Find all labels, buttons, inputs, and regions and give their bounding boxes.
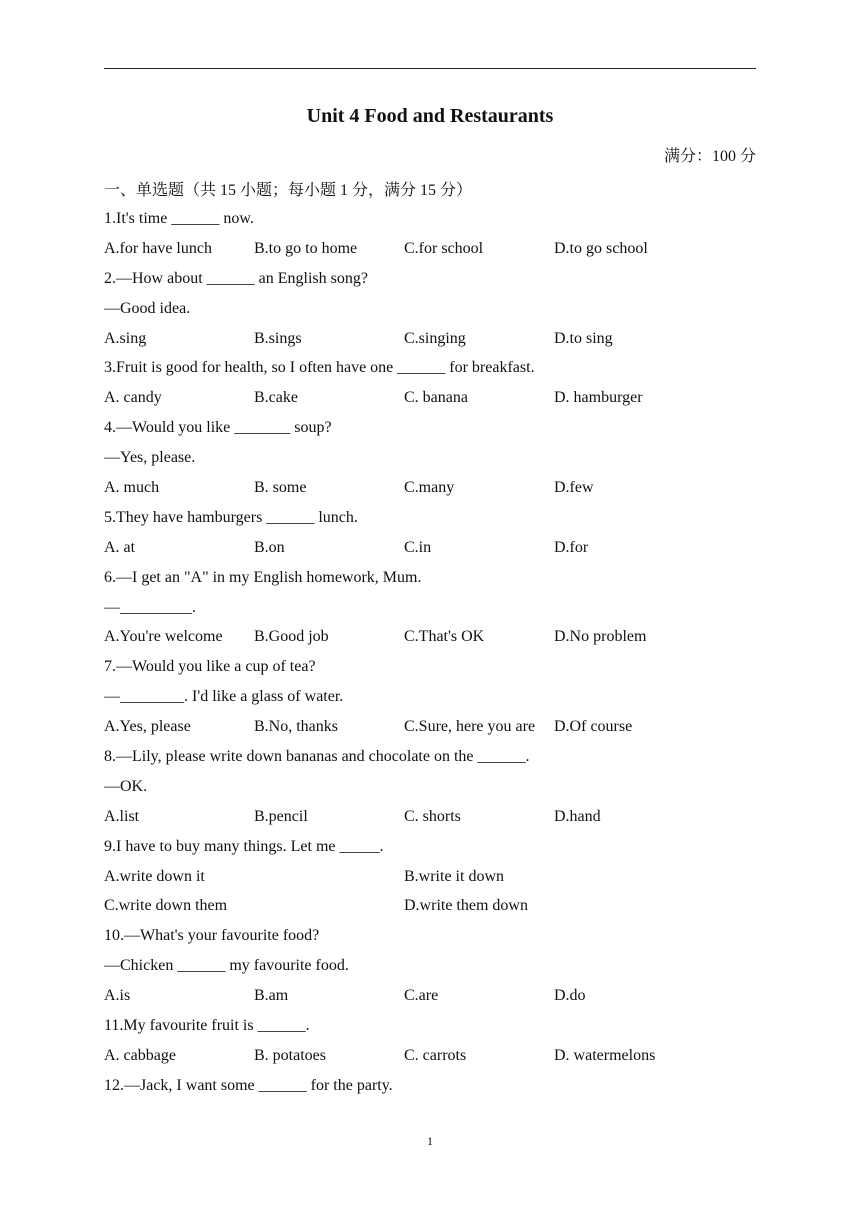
question-stem: 12.—Jack, I want some ______ for the party. (104, 1076, 393, 1094)
option-b: B.Good job (254, 628, 329, 646)
option-a: A.You're welcome (104, 628, 223, 646)
total-score: 满分：100 分 (663, 148, 756, 165)
question-stem: 9.I have to buy many things. Let me _____. (104, 837, 384, 855)
question-list (104, 204, 764, 1101)
option-a: A. cabbage (104, 1046, 176, 1064)
dialogue-reply: —Yes, please. (104, 449, 196, 467)
option-b: B.on (254, 538, 285, 556)
option-d: D.No problem (554, 628, 647, 646)
question-stem: 11.My favourite fruit is ______. (104, 1017, 310, 1035)
option-row (104, 802, 764, 832)
option-a: A. candy (104, 389, 162, 407)
option-a: A.write down it (104, 867, 205, 885)
option-a: A. much (104, 479, 160, 497)
option-c: C. carrots (404, 1046, 467, 1064)
option-row (104, 473, 764, 503)
option-row (104, 891, 764, 921)
option-row (104, 622, 764, 652)
option-row (104, 234, 764, 264)
section-heading: 一、单选题（共 15 小题；每小题 1 分，满分 15 分） (104, 182, 473, 199)
option-row (104, 324, 764, 354)
dialogue-reply: —________. I'd like a glass of water. (104, 688, 344, 706)
option-c: C.That's OK (404, 628, 485, 646)
option-a: A.sing (104, 329, 147, 347)
option-a: A.is (104, 987, 131, 1005)
option-c: C. shorts (404, 807, 461, 825)
option-row (104, 533, 764, 563)
page-title: Unit 4 Food and Restaurants (306, 105, 554, 127)
option-row (104, 1041, 764, 1071)
option-c: C. banana (404, 389, 468, 407)
option-a: A.Yes, please (104, 718, 191, 736)
question-stem: 5.They have hamburgers ______ lunch. (104, 508, 358, 526)
option-c: C.singing (404, 329, 466, 347)
option-row (104, 981, 764, 1011)
option-a: A.for have lunch (104, 239, 212, 257)
dialogue-reply: —_________. (104, 598, 196, 616)
dialogue-reply: —OK. (104, 777, 148, 795)
option-d: D. hamburger (554, 389, 643, 407)
option-c: C.for school (404, 239, 484, 257)
option-b: B. potatoes (254, 1046, 326, 1064)
option-b: B.sings (254, 329, 302, 347)
option-d: D.few (554, 479, 594, 497)
question-stem: 7.—Would you like a cup of tea? (104, 658, 316, 676)
option-b: B.write it down (404, 867, 504, 885)
option-row (104, 712, 764, 742)
option-c: C.in (404, 538, 432, 556)
option-b: B.to go to home (254, 239, 358, 257)
option-d: D.write them down (404, 897, 528, 915)
page-number: 1 (427, 1134, 433, 1148)
option-b: B. some (254, 479, 307, 497)
question-stem: 2.—How about ______ an English song? (104, 269, 368, 287)
option-a: A.list (104, 807, 140, 825)
option-c: C.Sure, here you are (404, 718, 536, 736)
question-stem: 4.—Would you like _______ soup? (104, 419, 332, 437)
option-b: B.am (254, 987, 289, 1005)
option-c: C.are (404, 987, 439, 1005)
option-d: D.do (554, 987, 586, 1005)
dialogue-reply: —Good idea. (104, 299, 191, 317)
question-stem: 8.—Lily, please write down bananas and chocolate on the ______. (104, 748, 530, 766)
option-b: B.cake (254, 389, 298, 407)
option-c: C.write down them (104, 897, 228, 915)
option-c: C.many (404, 479, 455, 497)
option-d: D.to sing (554, 329, 613, 347)
option-a: A. at (104, 538, 136, 556)
question-stem: 10.—What's your favourite food? (104, 927, 320, 945)
option-d: D.for (554, 538, 589, 556)
option-d: D.Of course (554, 718, 633, 736)
option-b: B.No, thanks (254, 718, 338, 736)
option-row (104, 862, 764, 892)
option-d: D.hand (554, 807, 601, 825)
header-rule (104, 68, 756, 69)
question-stem: 1.It's time ______ now. (104, 210, 254, 227)
question-stem: 3.Fruit is good for health, so I often have one ______ for breakfast. (104, 359, 535, 377)
option-d: D. watermelons (554, 1046, 656, 1064)
dialogue-reply: —Chicken ______ my favourite food. (104, 957, 349, 975)
option-b: B.pencil (254, 807, 308, 825)
option-row (104, 383, 764, 413)
question-stem: 6.—I get an "A" in my English homework, Mum. (104, 568, 422, 586)
option-d: D.to go school (554, 239, 648, 257)
